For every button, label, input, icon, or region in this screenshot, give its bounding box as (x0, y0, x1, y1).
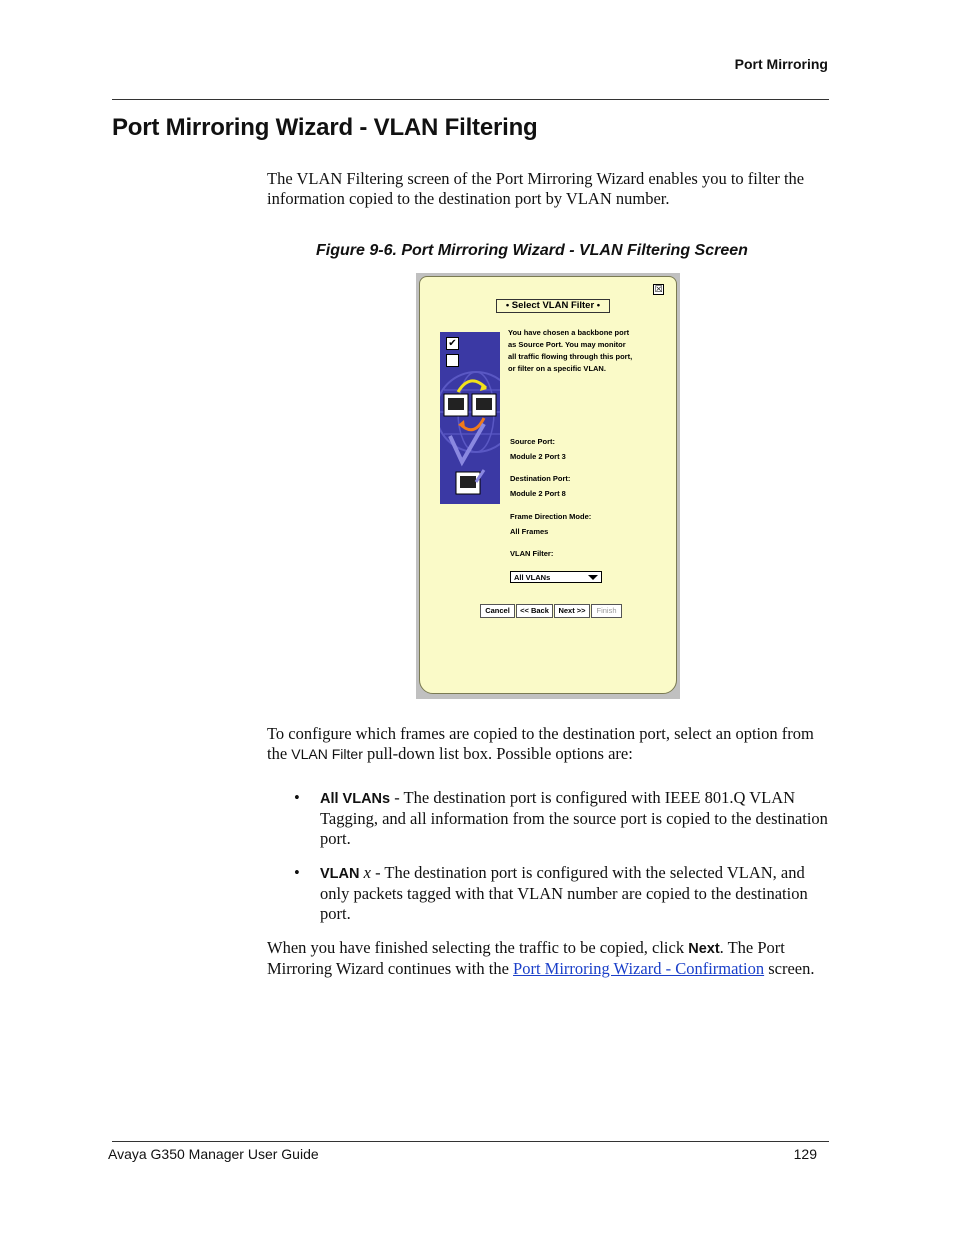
closing-text-3: screen. (764, 959, 815, 978)
confirmation-link[interactable]: Port Mirroring Wizard - Confirmation (513, 959, 765, 978)
closing-text-2: . The Port Mirroring Wizard continues with the (267, 938, 785, 978)
intro-paragraph: The VLAN Filtering screen of the Port Mirroring Wizard enables you to filter the information copied to the destination port by VLAN number. (267, 169, 805, 208)
closing-paragraph (267, 938, 827, 979)
vlan-filter-label: VLAN Filter: (510, 549, 554, 558)
wizard-description: You have chosen a backbone port as Source Port. You may monitor all traffic flowing through this port, or filter on a specific VLAN. (508, 328, 633, 373)
bullet-icon: • (294, 863, 300, 882)
back-button[interactable]: << Back (516, 604, 553, 618)
config-text-1: To configure which frames are copied to the destination port, select an option from the (267, 724, 814, 763)
figure-caption: Figure 9-6. Port Mirroring Wizard - VLAN Filtering Screen (316, 242, 748, 259)
running-header: Port Mirroring (734, 56, 828, 72)
bullet-icon: • (294, 788, 300, 807)
wizard-window (419, 276, 677, 694)
finish-button[interactable]: Finish (591, 604, 622, 618)
page-number: 129 (793, 1146, 817, 1162)
group-title: • Select VLAN Filter • (496, 299, 610, 313)
frame-direction-value: All Frames (510, 527, 549, 536)
closing-text-1: When you have finished selecting the traffic to be copied, click (267, 938, 689, 957)
config-text-2: pull-down list box. Possible options are: (362, 744, 633, 763)
list-item (294, 863, 829, 924)
wizard-screenshot (416, 273, 680, 699)
list-item (294, 788, 829, 849)
footer-rule (112, 1141, 829, 1142)
wizard-sidebar-graphic (440, 332, 500, 504)
footer-guide-title: Avaya G350 Manager User Guide (108, 1146, 319, 1162)
destination-port-label: Destination Port: (510, 474, 571, 483)
option-text: - The destination port is configured with the selected VLAN, and only packets tagged with that VLAN number are copied to the destination port. (320, 863, 808, 923)
option-text: - The destination port is configured with IEEE 801.Q VLAN Tagging, and all information from the source port is copied to the destination port. (320, 788, 828, 848)
page-title: Port Mirroring Wizard - VLAN Filtering (112, 114, 538, 141)
vlan-filter-selected-value: All VLANs (514, 573, 551, 582)
options-list (294, 788, 829, 938)
destination-port-value: Module 2 Port 8 (510, 489, 566, 498)
source-port-label: Source Port: (510, 437, 556, 446)
chevron-down-icon[interactable] (588, 575, 598, 580)
next-term: Next (688, 941, 720, 957)
globe-icon (440, 332, 500, 504)
option-variable: x (363, 863, 371, 882)
header-rule (112, 99, 829, 100)
config-paragraph (267, 724, 827, 764)
frame-direction-label: Frame Direction Mode: (510, 512, 592, 521)
close-icon[interactable]: ☒ (654, 284, 663, 294)
vlan-filter-select[interactable] (510, 571, 602, 583)
cancel-button[interactable]: Cancel (480, 604, 515, 618)
vlan-filter-ui-term: VLAN Filter (291, 746, 363, 762)
source-port-value: Module 2 Port 3 (510, 452, 566, 461)
next-button[interactable]: Next >> (554, 604, 590, 618)
checkbox-checked-icon: ✔ (446, 337, 459, 350)
option-term: All VLANs (320, 791, 391, 807)
option-term: VLAN (320, 866, 360, 882)
